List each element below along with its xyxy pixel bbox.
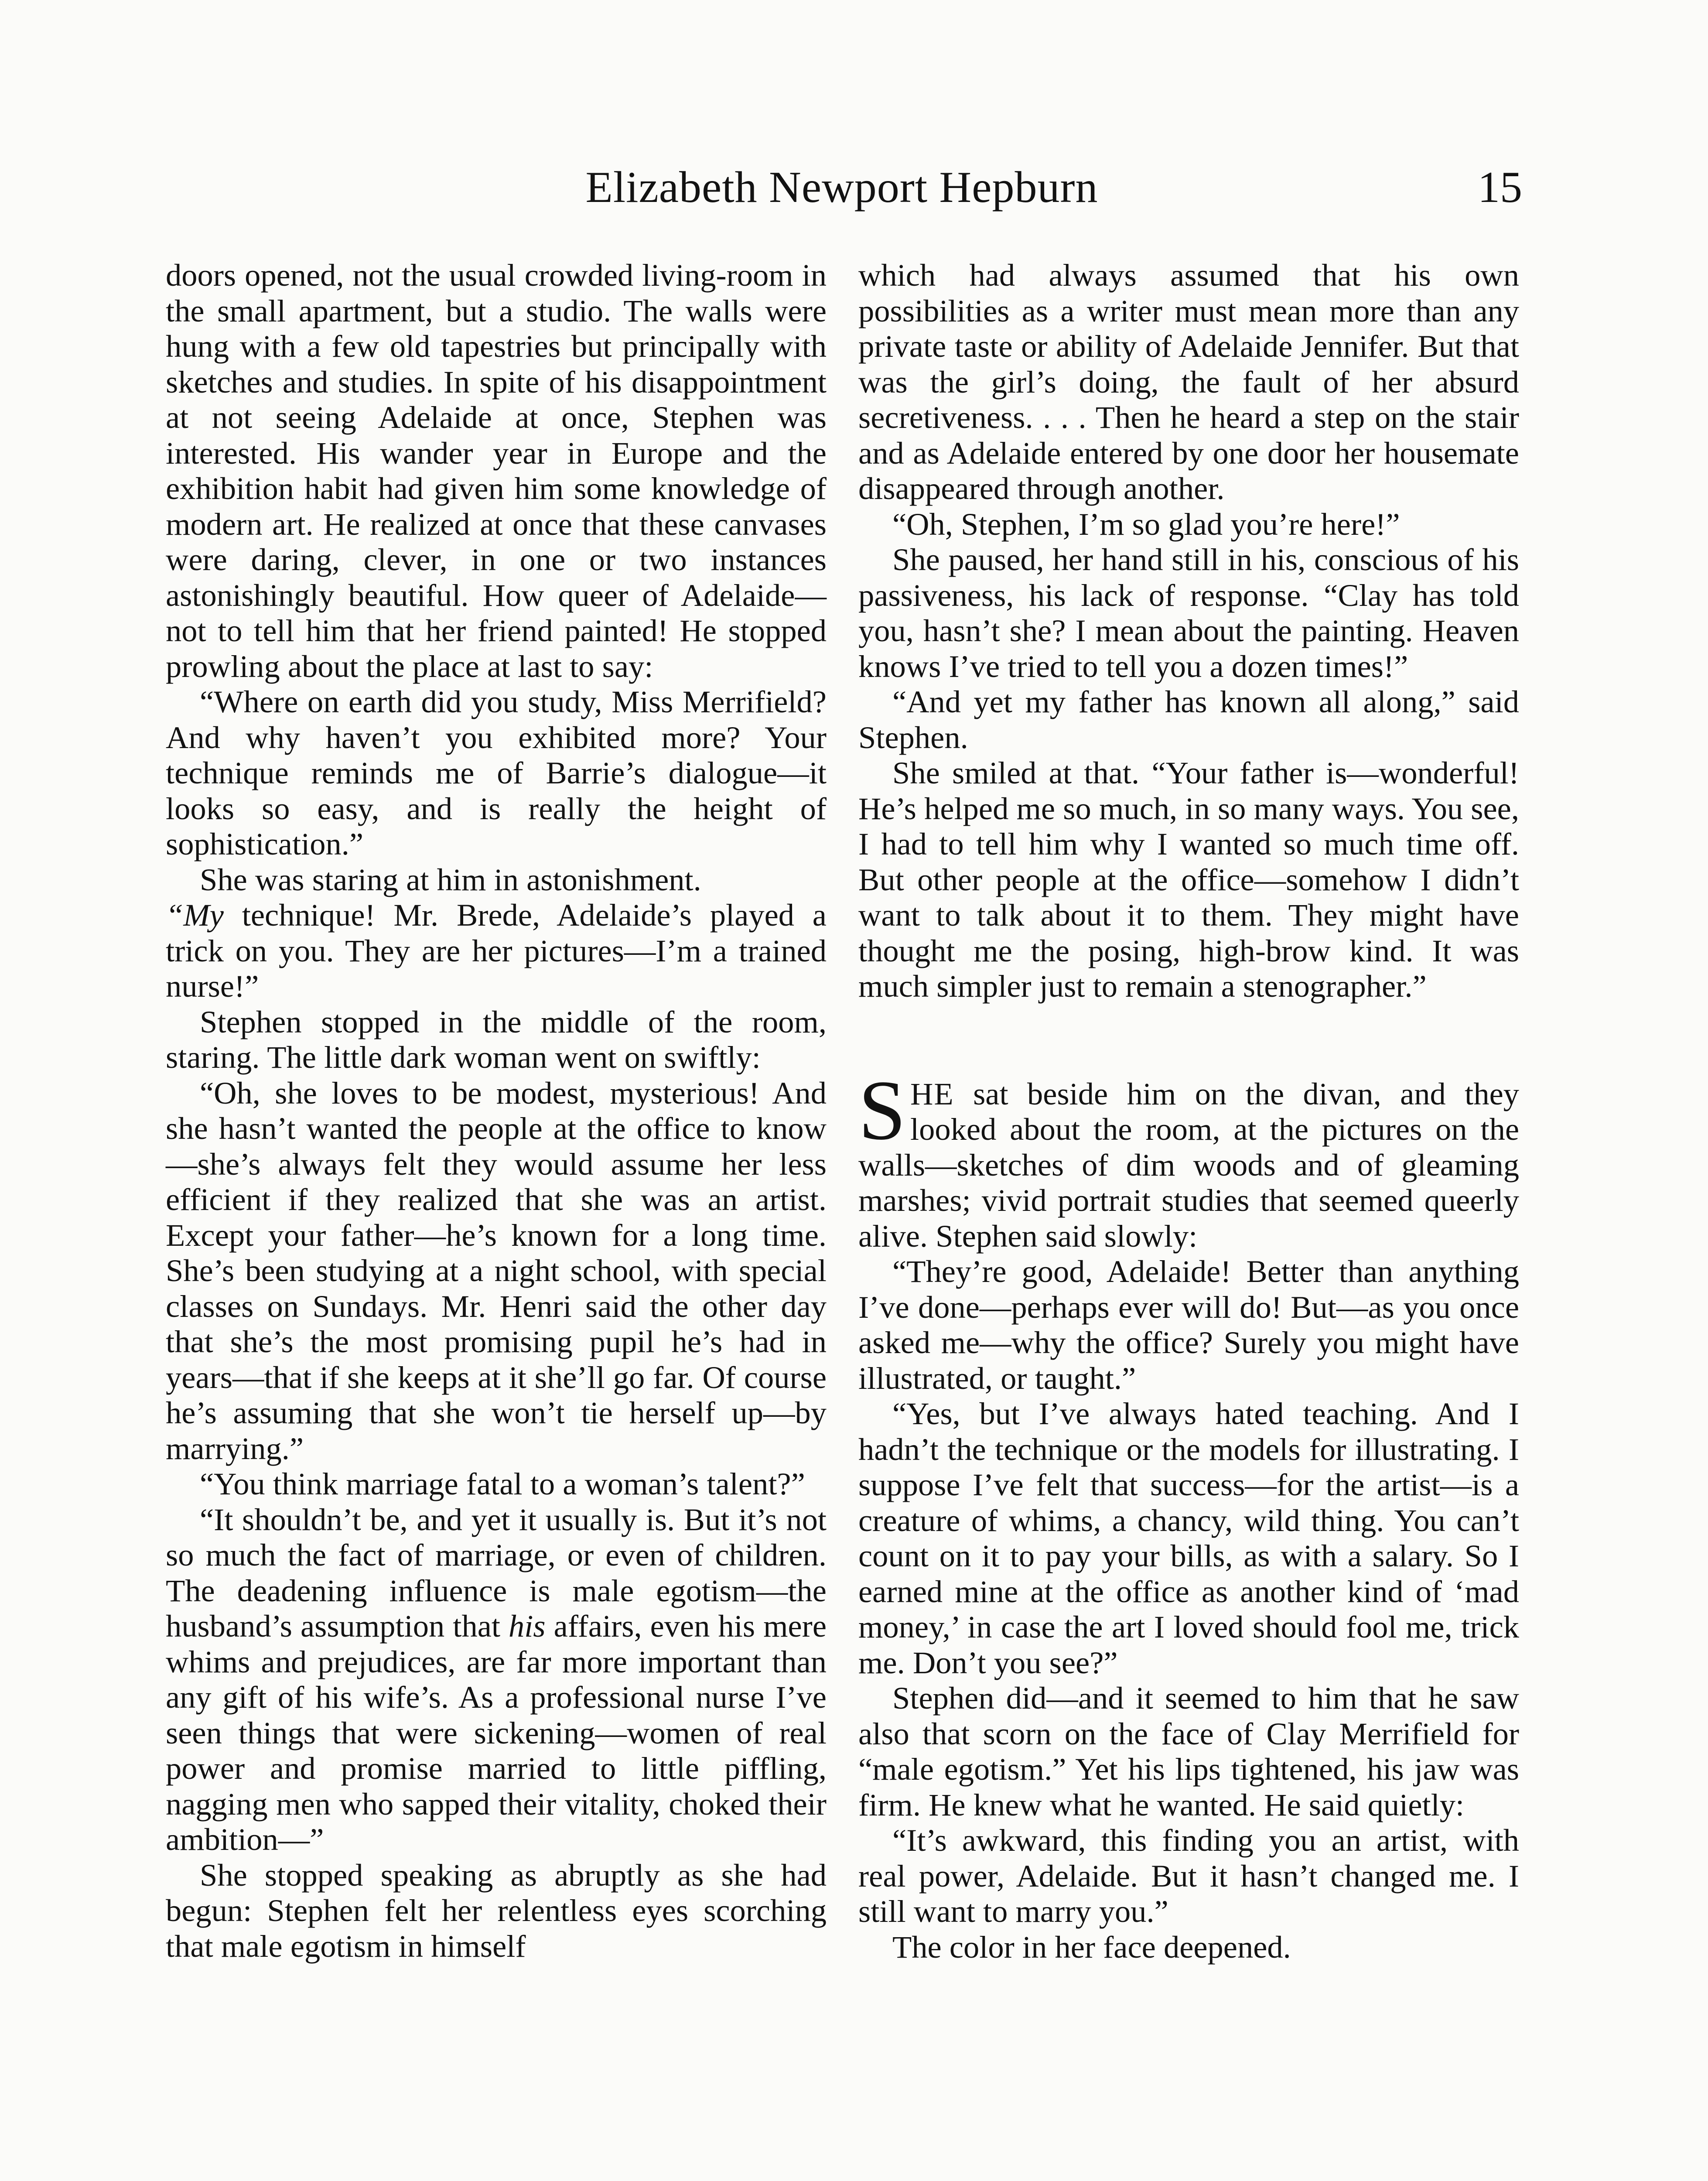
paragraph-text: technique! Mr. Brede, Adelaide’s played a trick on you. They are her pictures—I’m a trained nurse!” <box>166 897 827 1004</box>
paragraph-text: sat beside him on the divan, and they looked about the room, at the pictures on the walls—sketches of dim woods and of gleaming marshes; vivid portrait studies that seemed queerly alive. Stephen said slowly: <box>858 1076 1520 1254</box>
paragraph: She paused, her hand still in his, conscious of his passiveness, his lack of response. “Clay has told you, hasn’t she? I mean about the painting. Heaven knows I’ve tried to tell you a dozen times!” <box>858 542 1519 684</box>
right-column <box>858 257 1519 1965</box>
paragraph: “Oh, she loves to be modest, mysterious! And she hasn’t wanted the people at the office to know—she’s always felt they would assume her less efficient if they realized that she was an artist. Except your father—he’s known for a long time. She’s been studying at a night school, with special classes on Sundays. Mr. Henri said the other day that she’s the most promising pupil he’s had in years—that if she keeps at it she’ll go far. Of course he’s assuming that she won’t tie herself up—by marrying.” <box>166 1075 827 1466</box>
paragraph: She stopped speaking as abruptly as she had begun: Stephen felt her relentless eyes scorching that male egotism in himself <box>166 1857 827 1964</box>
paragraph-with-italic <box>166 1502 827 1857</box>
paragraph-with-italic <box>166 897 827 1004</box>
paragraph: “It’s awkward, this finding you an artist, with real power, Adelaide. But it hasn’t changed me. I still want to marry you.” <box>858 1822 1519 1929</box>
paragraph-text: “It shouldn’t be, and yet it usually is. But it’s not so much the fact of marriage, or even of children. The deadening influence is male egotism—the husband’s assumption that <box>166 1501 827 1644</box>
paragraph: Stephen stopped in the middle of the room, staring. The little dark woman went on swiftly: <box>166 1004 827 1075</box>
paragraph: “And yet my father has known all along,” said Stephen. <box>858 684 1519 755</box>
paragraph: doors opened, not the usual crowded living-room in the small apartment, but a studio. The walls were hung with a few old tapestries but principally with sketches and studies. In spite of his disappointment at not seeing Adelaide at once, Stephen was interested. His wander year in Europe and the exhibition habit had given him some knowledge of modern art. He realized at once that these canvases were daring, clever, in one or two instances astonishingly beautiful. How queer of Adelaide—not to tell him that her friend painted! He stopped prowling about the place at last to say: <box>166 257 827 684</box>
paragraph-text: affairs, even his mere whims and prejudices, are far more important than any gift of his wife’s. As a professional nurse I’ve seen things that were sickening—women of real power and promise married to little piffling, nagging men who sapped their vitality, choked their ambition—” <box>166 1608 827 1857</box>
running-head <box>166 155 1522 220</box>
section-opening-paragraph <box>858 1063 1520 1254</box>
italic-word: his <box>509 1608 546 1644</box>
paragraph: “You think marriage fatal to a woman’s talent?” <box>200 1466 805 1501</box>
small-caps-lead: HE <box>910 1076 954 1111</box>
drop-cap: S <box>858 1063 906 1158</box>
paragraph: “Where on earth did you study, Miss Merrifield? And why haven’t you exhibited more? Your technique reminds me of Barrie’s dialogue—it looks so easy, and is really the height of sophistication.” <box>166 684 827 861</box>
paragraph: which had always assumed that his own possibilities as a writer must mean more than any private taste or ability of Adelaide Jennifer. But that was the girl’s doing, the fault of her absurd secretiveness. . . . Then he heard a step on the stair and as Adelaide entered by one door her housemate disappeared through another. <box>858 257 1519 506</box>
left-column <box>166 257 827 1964</box>
running-title: Elizabeth Newport Hepburn <box>585 163 1098 212</box>
paragraph: Stephen did—and it seemed to him that he saw also that scorn on the face of Clay Merrifield for “male egotism.” Yet his lips tightened, his jaw was firm. He knew what he wanted. He said quietly: <box>858 1680 1519 1822</box>
page-number: 15 <box>1478 163 1522 212</box>
paragraph: “They’re good, Adelaide! Better than anything I’ve done—perhaps ever will do! But—as you once asked me—why the office? Surely you might have illustrated, or taught.” <box>858 1254 1519 1396</box>
paragraph: She smiled at that. “Your father is—wonderful! He’s helped me so much, in so many ways. You see, I had to tell him why I wanted so much time off. But other people at the office—somehow I didn’t want to talk about it to them. They might have thought me the posing, high-brow kind. It was much simpler just to remain a stenographer.” <box>858 755 1519 1004</box>
italic-word: “My <box>166 897 224 933</box>
paragraph: The color in her face deepened. <box>892 1929 1291 1965</box>
paragraph: She was staring at him in astonishment. <box>200 861 701 897</box>
paragraph: “Yes, but I’ve always hated teaching. And I hadn’t the technique or the models for illustrating. I suppose I’ve felt that success—for the artist—is a creature of whims, a chancy, wild thing. You can’t count on it to pay your bills, as with a salary. So I earned mine at the office as another kind of ‘mad money,’ in case the art I loved should fool me, trick me. Don’t you see?” <box>858 1396 1519 1680</box>
paragraph: “Oh, Stephen, I’m so glad you’re here!” <box>892 506 1400 542</box>
